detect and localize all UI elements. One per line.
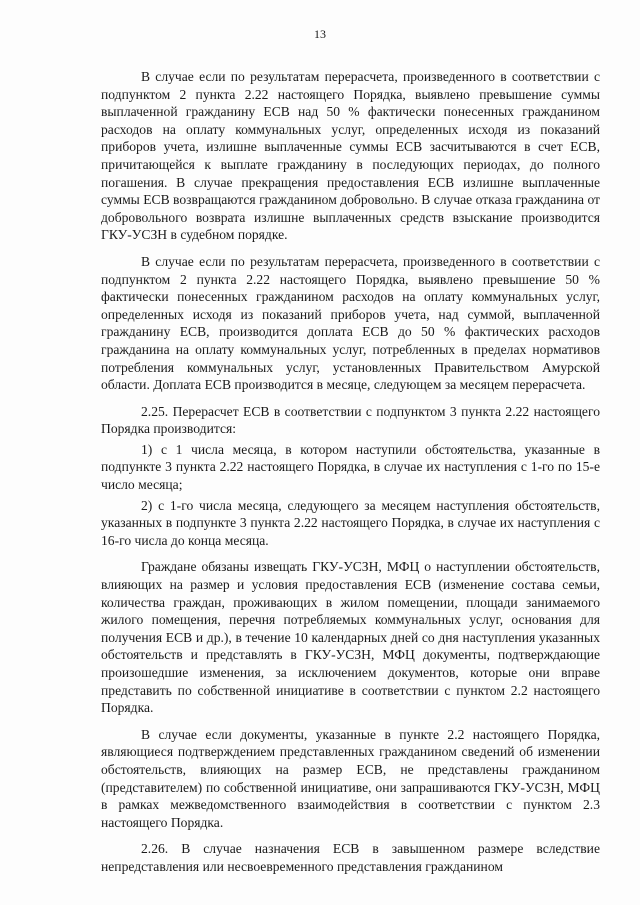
paragraph-overpayment-offset: В случае если по результатам перерасчета, произведенного в соответствии с подпунктом 2 пункта 2.22 настоящего Порядка, выявлено превышение суммы выплаченной гражданину ЕСВ над 50 % фактически понесенных гражданином расходов на оплату коммунальных услуг, определенных исходя из показаний приборов учета, излишне выплаченные суммы ЕСВ засчитываются в счет ЕСВ, причитающейся к выплате гражданину в последующих периодах, до полного погашения. В случае прекращения предоставления ЕСВ излишне выплаченные суммы ЕСВ возвращаются гражданином добровольно. В случае отказа гражданина от добровольного возврата излишне выплаченных средств взыскание производится ГКУ-УСЗН в судебном порядке.: [101, 69, 600, 243]
paragraph-interagency-requests: В случае если документы, указанные в пункте 2.2 настоящего Порядка, являющиеся подтверждением представленных гражданином сведений об изменении обстоятельств, влияющих на размер ЕСВ, не представлены гражданином (представителем) по собственной инициативе, они запрашиваются ГКУ-УСЗН, МФЦ в рамках межведомственного взаимодействия в соответствии с пунктом 2.3 настоящего Порядка.: [101, 726, 600, 830]
paragraph-2-26: 2.26. В случае назначения ЕСВ в завышенном размере вследствие непредставления или несвоевременного представления гражданином: [101, 841, 600, 874]
document-body: [101, 68, 600, 885]
list-item-1: 1) с 1 числа месяца, в котором наступили обстоятельства, указанные в подпункте 3 пункта 2.22 настоящего Порядка, в случае их наступления с 1-го по 15-е число месяца;: [101, 441, 600, 493]
page-number: 13: [314, 27, 326, 41]
paragraph-2-25-intro: 2.25. Перерасчет ЕСВ в соответствии с подпунктом 3 пункта 2.22 настоящего Порядка производится:: [101, 403, 600, 437]
list-item-2: 2) с 1-го числа месяца, следующего за месяцем наступления обстоятельств, указанных в подпункте 3 пункта 2.22 настоящего Порядка, в случае их наступления с 16-го числа до конца месяца.: [101, 497, 600, 548]
paragraph-underpayment-topup: В случае если по результатам перерасчета, произведенного в соответствии с подпунктом 2 пункта 2.22 настоящего Порядка, выявлено превышение 50 % фактически понесенных гражданином расходов на оплату коммунальных услуг, определенных исходя из показаний приборов учета, над суммой, выплаченной гражданину ЕСВ, производится доплата ЕСВ до 50 % фактических расходов гражданина на оплату коммунальных услуг, потребленных в пределах нормативов потребления коммунальных услуг, установленных Правительством Амурской области. Доплата ЕСВ производится в месяце, следующем за месяцем перерасчета.: [101, 253, 600, 393]
paragraph-citizen-obligations: Граждане обязаны извещать ГКУ-УСЗН, МФЦ о наступлении обстоятельств, влияющих на размер и условия предоставления ЕСВ (изменение состава семьи, количества граждан, проживающих в жилом помещении, площади занимаемого жилого помещения, перечня потребляемых коммунальных услуг, основания для получения ЕСВ и др.), в течение 10 календарных дней со дня наступления указанных обстоятельств и представлять в ГКУ-УСЗН, МФЦ документы, подтверждающие произошедшие изменения, за исключением документов, которые они вправе представить по собственной инициативе в соответствии с пунктом 2.2 настоящего Порядка.: [101, 559, 600, 716]
